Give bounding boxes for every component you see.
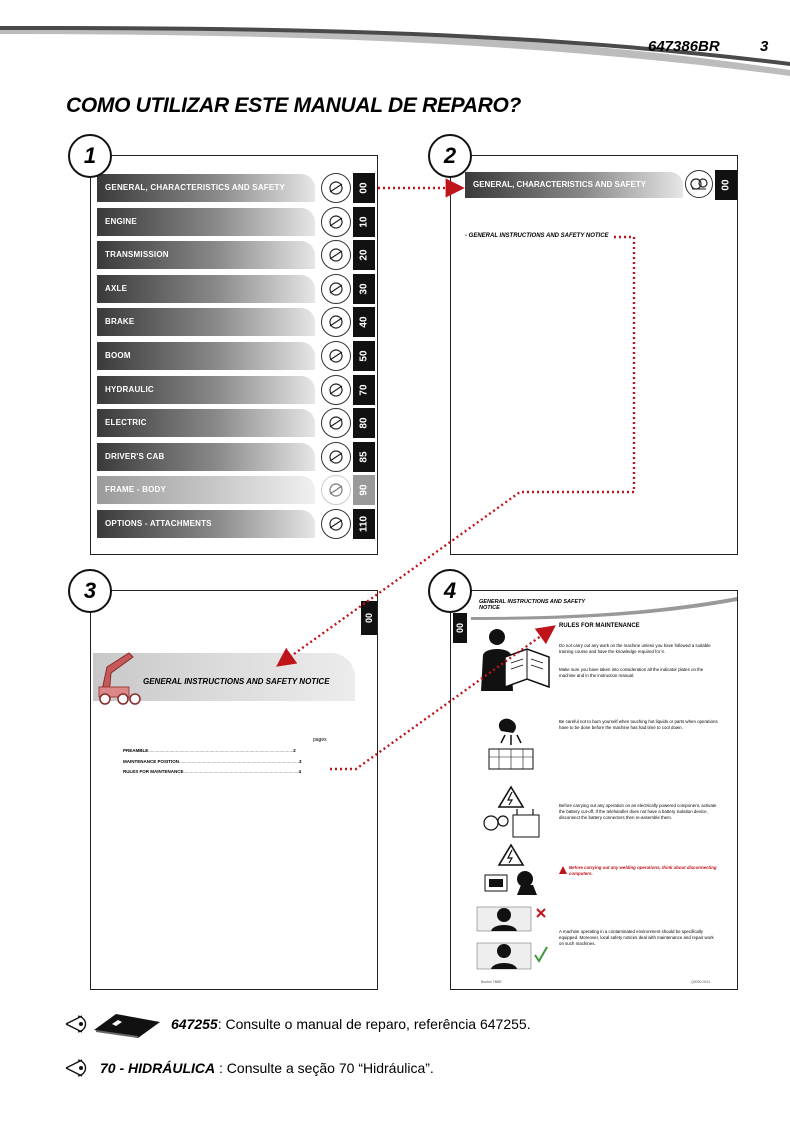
toc-number: 20 — [358, 249, 370, 261]
rule-text: Do not carry out any work on the machine unless you have followed a suitable training course and have the knowledge required for it. — [559, 643, 711, 654]
toc-number: 90 — [358, 484, 370, 496]
toc-label: TRANSMISSION — [105, 250, 169, 260]
note-ref: 70 - HIDRÁULICA — [100, 1060, 216, 1076]
chapter-tab-number: 00 — [455, 622, 465, 634]
chapter-title: GENERAL INSTRUCTIONS AND SAFETY NOTICE — [143, 677, 330, 686]
contents-line: MAINTENANCE POSITION................................................................................................3 — [123, 759, 302, 764]
step-badge-1: 1 — [68, 134, 112, 178]
document-code: 647386BR — [648, 38, 720, 55]
contents-line-page: 3 — [299, 759, 302, 764]
rules-title: RULES FOR MAINTENANCE — [559, 623, 640, 629]
pages-label: pages — [313, 737, 327, 743]
step-badge-2: 2 — [428, 134, 472, 178]
toc-label: BRAKE — [105, 317, 135, 327]
contents-line-label: MAINTENANCE POSITION — [123, 759, 180, 764]
note-ref: 647255 — [171, 1016, 218, 1032]
toc-label: FRAME - BODY — [105, 485, 167, 495]
note-text: : Consulte a seção 70 “Hidráulica”. — [215, 1060, 434, 1076]
step-badge-3: 3 — [68, 569, 112, 613]
toc-number: 70 — [358, 384, 370, 396]
eye-icon — [64, 1054, 94, 1082]
toc-label: ENGINE — [105, 216, 137, 226]
toc-number: 85 — [358, 451, 370, 463]
toc-number: 80 — [358, 417, 370, 429]
toc-label: OPTIONS - ATTACHMENTS — [105, 519, 212, 528]
toc-number: 110 — [358, 515, 370, 533]
eye-book-icon — [64, 1010, 164, 1038]
rule-text: A machine operating in a contaminated environment should be specifically equipped. Moreover, local safety notices deal with maintenance and repair work on such machines. — [559, 929, 714, 946]
toc-label: DRIVER'S CAB — [105, 451, 165, 461]
contents-line: PREAMBLE....................................................................................................................2 — [123, 748, 296, 753]
toc-number: 00 — [358, 182, 370, 194]
page-title: COMO UTILIZAR ESTE MANUAL DE REPARO? — [66, 94, 522, 117]
contents-line-page: 4 — [298, 769, 302, 774]
note-text: : Consulte o manual de reparo, referência 647255. — [217, 1016, 531, 1032]
page-number: 3 — [760, 38, 769, 55]
contents-line-label: RULES FOR MAINTENANCE — [123, 769, 184, 774]
toc-number: 30 — [358, 283, 370, 295]
contents-line: RULES FOR MAINTENANCE............................................................................................4 — [123, 769, 302, 774]
section-number: 00 — [720, 179, 732, 191]
toc-number: 40 — [358, 316, 370, 328]
contents-line-label: PREAMBLE — [123, 748, 149, 753]
toc-number: 50 — [358, 350, 370, 362]
toc-label: BOOM — [105, 351, 131, 360]
welding-warning-text: Before carrying out any welding operations, think about disconnecting computers. — [569, 865, 717, 876]
page-footer-left: Bookin TBBE — [481, 980, 502, 984]
rule-text: Before carrying out any operation on an electrically powered component, activate the battery cut-off. If the telehandler does not have a battery isolation device, disconnect the battery connecters then re-assemble them. — [559, 803, 717, 820]
toc-label: GENERAL, CHARACTERISTICS AND SAFETY — [105, 183, 286, 192]
toc-label: HYDRAULIC — [105, 384, 154, 394]
rule-text: Make sure you have taken into consideration all the indicator plates on the machine and in the instruction manual. — [559, 667, 704, 678]
rule-text: Be careful not to burn yourself when touching hot liquids or parts when operations have to be done before the machine has had time to cool down. — [559, 719, 718, 730]
contents-line-page: 2 — [293, 748, 296, 753]
page-header-title: GENERAL INSTRUCTIONS AND SAFETY NOTICE — [479, 599, 585, 612]
chapter-tab-number: 00 — [364, 612, 374, 624]
toc-label: AXLE — [105, 283, 128, 293]
page-footer-right: Q0000-0011 — [691, 980, 711, 984]
step-badge-4: 4 — [428, 569, 472, 613]
section-subtitle: - GENERAL INSTRUCTIONS AND SAFETY NOTICE — [465, 233, 609, 239]
toc-label: ELECTRIC — [105, 418, 147, 428]
toc-number: 10 — [358, 216, 370, 228]
section-bar-label: GENERAL, CHARACTERISTICS AND SAFETY — [473, 180, 647, 189]
